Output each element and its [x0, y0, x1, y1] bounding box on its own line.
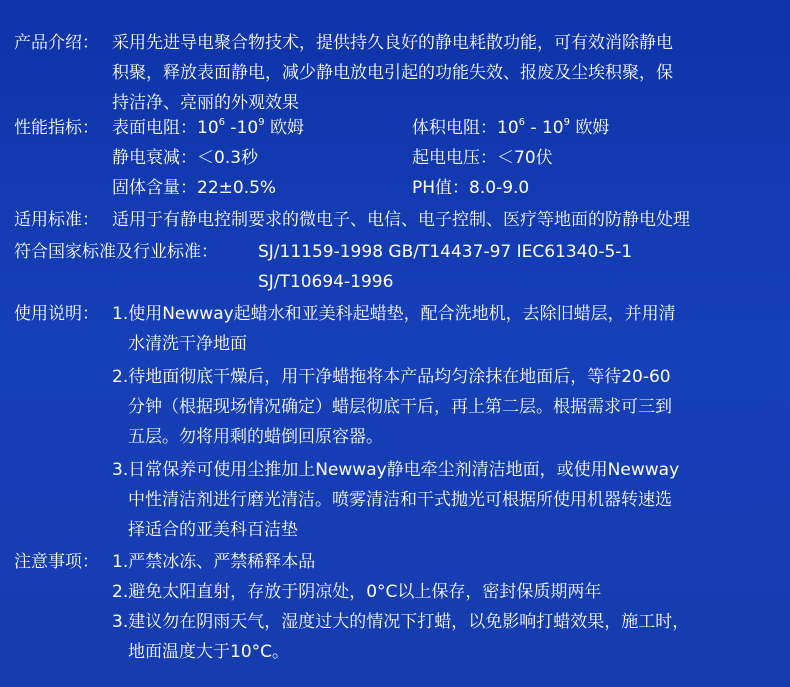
performance-label: 性能指标： — [14, 118, 99, 138]
intro-line: 持洁净、亮丽的外观效果 — [112, 93, 299, 113]
notes-line: 地面温度大于10°C。 — [128, 642, 290, 662]
notes-line: 3.建议勿在阴雨天气，湿度过大的情况下打蜡，以免影响打蜡效果，施工时， — [112, 612, 690, 632]
usage-line: 3.日常保养可使用尘推加上Newway静电牵尘剂清洁地面，或使用Newway — [112, 460, 680, 480]
usage-line: 中性清洁剂进行磨光清洁。喷雾清洁和干式抛光可根据所使用机器转速选 — [128, 490, 672, 510]
ph-value: PH值：8.0-9.0 — [412, 178, 530, 198]
usage-line: 分钟（根据现场情况确定）蜡层彻底干后，再上第二层。根据需求可三到 — [128, 397, 672, 417]
usage-label: 使用说明： — [14, 304, 99, 324]
surface-resistance: 表面电阻：$10^6$ $-10^9$ 欧姆 — [112, 117, 304, 138]
notes-label: 注意事项： — [14, 552, 99, 572]
standard-text: 适用于有静电控制要求的微电子、电信、电子控制、医疗等地面的防静电处理 — [112, 210, 690, 230]
notes-line: 1.严禁冰冻、严禁稀释本品 — [112, 552, 316, 572]
usage-line: 2.待地面彻底干燥后，用干净蜡拖将本产品均匀涂抹在地面后，等待20-60 — [112, 367, 671, 387]
usage-line: 1.使用Newway起蜡水和亚美科起蜡垫，配合洗地机，去除旧蜡层，并用清 — [112, 304, 676, 324]
charge-voltage: 起电电压：＜70伏 — [412, 148, 553, 168]
intro-line: 积聚，释放表面静电，减少静电放电引起的功能失效、报废及尘埃积聚，保 — [112, 63, 673, 83]
compliance-line: SJ/11159-1998 GB/T14437-97 IEC61340-5-1 — [258, 242, 633, 262]
usage-line: 择适合的亚美科百洁垫 — [128, 520, 298, 540]
compliance-label: 符合国家标准及行业标准： — [14, 242, 218, 262]
static-decay: 静电衰减：＜0.3秒 — [112, 148, 259, 168]
compliance-line: SJ/T10694-1996 — [258, 272, 394, 292]
intro-label: 产品介绍： — [14, 33, 99, 53]
standard-label: 适用标准： — [14, 210, 99, 230]
volume-resistance: 体积电阻：$10^6 - 10^9$ 欧姆 — [412, 117, 610, 138]
usage-line: 水清洗干净地面 — [128, 334, 247, 354]
notes-line: 2.避免太阳直射，存放于阴凉处，0°C以上保存，密封保质期两年 — [112, 582, 602, 602]
usage-line: 五层。勿将用剩的蜡倒回原容器。 — [128, 427, 383, 447]
solid-content: 固体含量：22±0.5% — [112, 178, 277, 198]
intro-line: 采用先进导电聚合物技术，提供持久良好的静电耗散功能，可有效消除静电 — [112, 33, 673, 53]
